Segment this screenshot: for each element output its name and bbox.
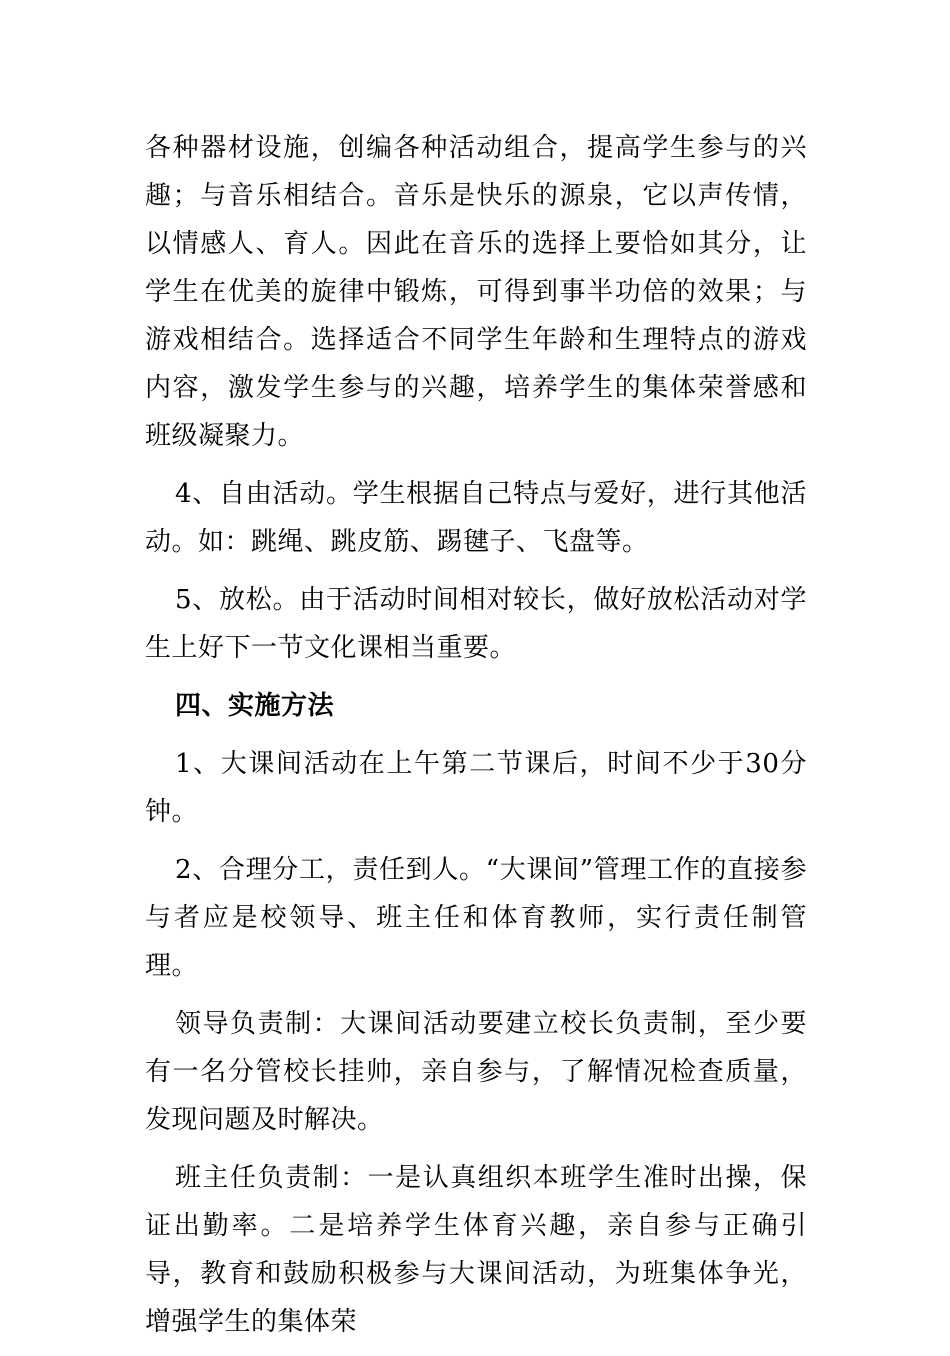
document-page [145, 124, 807, 1356]
paragraph-method-2: 2、合理分工，责任到人。“大课间”管理工作的直接参与者应是校领导、班主任和体育教师，实行责任制管理。 [145, 855, 807, 981]
section-heading: 四、实施方法 [175, 691, 335, 721]
paragraph-item-5: 5、放松。由于活动时间相对较长，做好放松活动对学生上好下一节文化课相当重要。 [145, 585, 807, 663]
paragraph-leader-responsibility: 领导负责制：大课间活动要建立校长负责制，至少要有一名分管校长挂帅，亲自参与，了解情况检查质量，发现问题及时解决。 [145, 1009, 807, 1135]
paragraph-teacher-responsibility: 班主任负责制：一是认真组织本班学生准时出操，保证出勤率。二是培养学生体育兴趣，亲自参与正确引导，教育和鼓励积极参与大课间活动，为班集体争光，增强学生的集体荣 [145, 1163, 807, 1337]
paragraph-item-4: 4、自由活动。学生根据自己特点与爱好，进行其他活动。如：跳绳、跳皮筋、踢毽子、飞盘等。 [145, 479, 807, 557]
paragraph-continuation: 各种器材设施，创编各种活动组合，提高学生参与的兴趣；与音乐相结合。音乐是快乐的源泉，它以声传情，以情感人、育人。因此在音乐的选择上要恰如其分，让学生在优美的旋律中锻炼，可得到事半功倍的效果；与游戏相结合。选择适合不同学生年龄和生理特点的游戏内容，激发学生参与的兴趣，培养学生的集体荣誉感和班级凝聚力。 [145, 133, 807, 451]
paragraph-method-1: 1、大课间活动在上午第二节课后，时间不少于30分钟。 [145, 749, 807, 827]
